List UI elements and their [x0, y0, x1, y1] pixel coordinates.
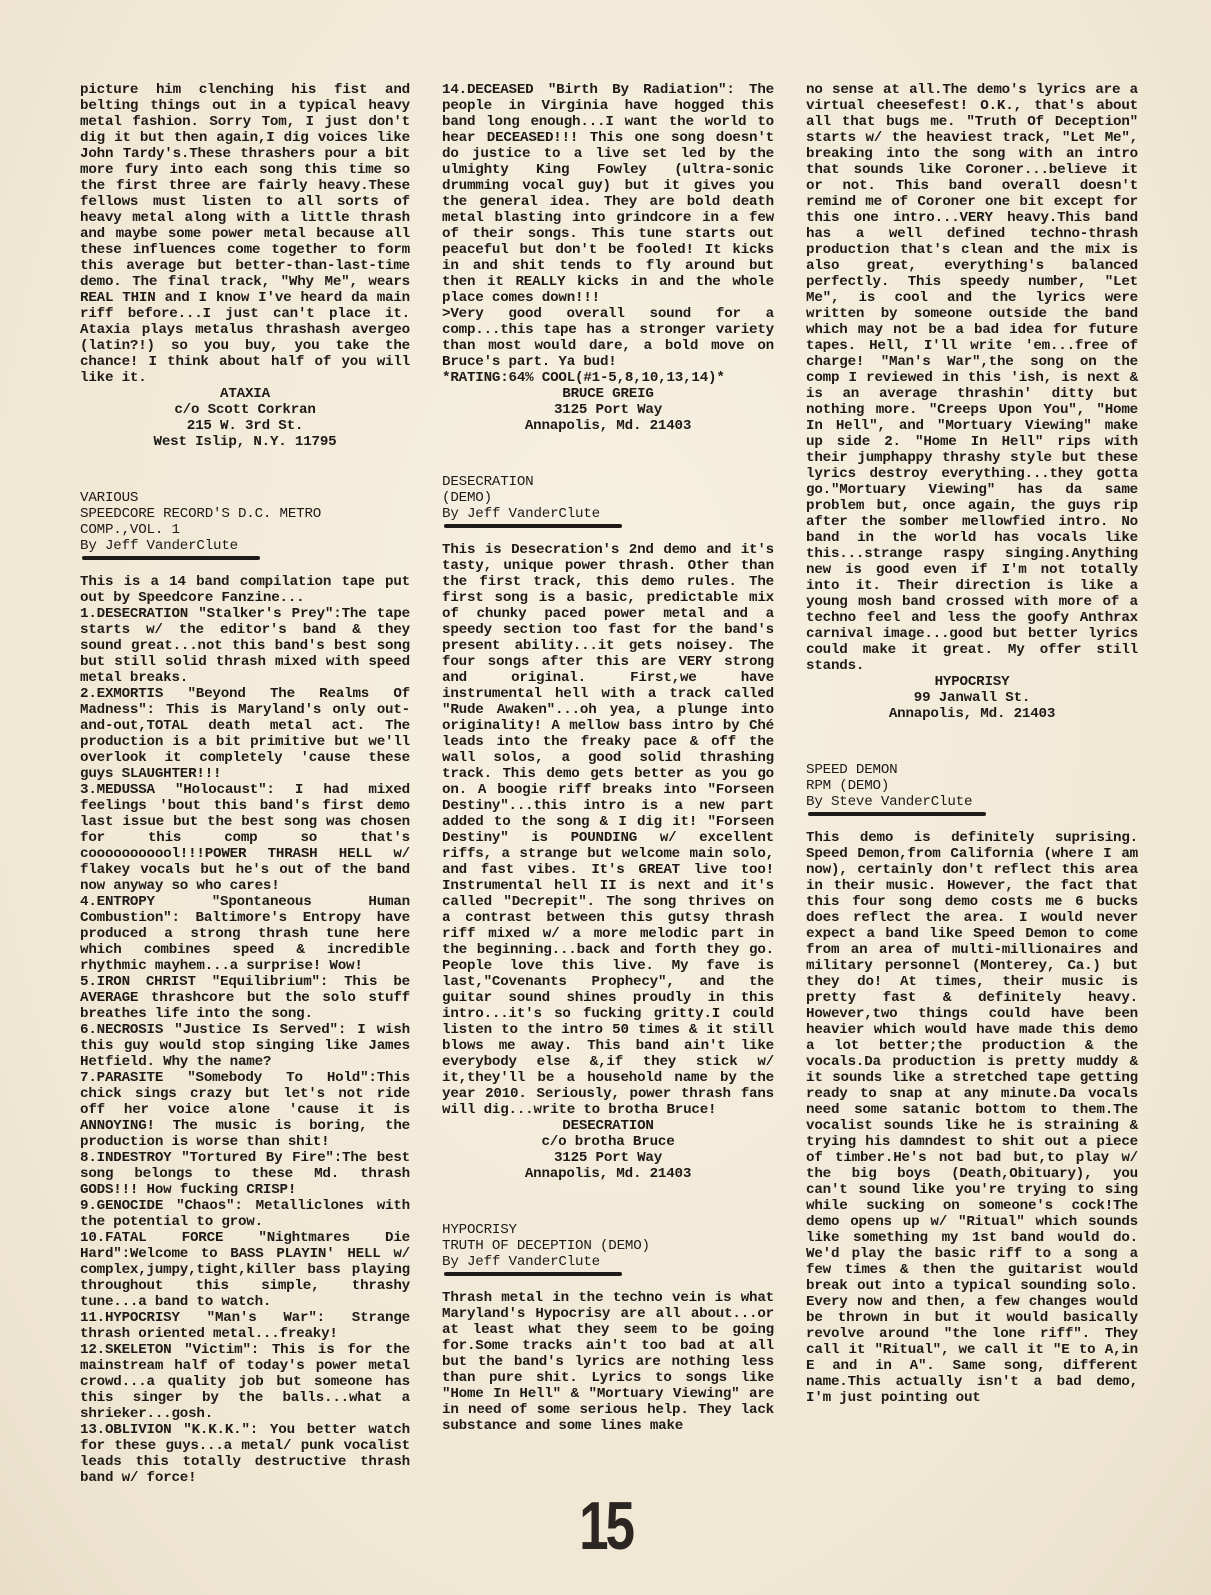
desecration-address: DESECRATION c/o brotha Bruce 3125 Port Way Annapolis, Md. 21403 [524, 1118, 692, 1182]
byline-rule [444, 524, 622, 528]
review-title-line: HYPOCRISY [442, 1222, 517, 1238]
various-review-body: This is a 14 band compilation tape put out by Speedcore Fanzine... 1.DESECRATION "Stalker's Prey":The tape starts w/ the editor's band & they sound great...not this band's best song but still solid thrash mixed with speed metal breaks. 2.EXMORTIS "Beyond The Realms Of Madness": This is Maryland's only out-and-out,TOTAL death metal act. The production is a bit primitive but we'll overlook it completely 'cause these guys SLAUGHTER!!! 3.MEDUSSA "Holocaust": I had mixed feelings 'bout this band's first demo last issue but the best song was chosen for this comp so that's cooooooooool!!!POWER THRASH HELL w/ flakey vocals but he's out of the band now anyway so who cares! 4.ENTROPY "Spontaneous Human Combustion": Baltimore's Entropy have produced a strong thrash tune here which combines speed & incredible rhythmic mayhem...a surprise! Wow! 5.IRON CHRIST "Equilibrium": This be AVERAGE thrashcore but the solo stuff breathes life into the song. 6.NECROSIS "Justice Is Served": I wish this guy would stop singing like James Hetfield. Why the name? 7.PARASITE "Somebody To Hold":This chick sings crazy but let's not ride off her voice alone 'cause it is ANNOYING! The music is boring, the production is worse than shit! 8.INDESTROY "Tortured By Fire":The best song belongs to these Md. thrash GODS!!! How fucking CRISP! 9.GENOCIDE "Chaos": Metalliclones with the potential to grow. 10.FATAL FORCE "Nightmares Die Hard":Welcome to BASS PLAYIN' HELL w/ complex,jumpy,tight,killer bass playing throughout this simple, thrashy tune...a band to watch. 11.HYPOCRISY "Man's War": Strange thrash oriented metal...freaky! 12.SKELETON "Victim": This is for the mainstream half of today's power metal crowd...a quality job but someone has this singer by the balls...what a shrieker...gosh. 13.OBLIVION "K.K.K.": You better watch for these guys...a metal/ punk vocalist leads this totally destructive thrash band w/ force! [80, 574, 410, 1486]
review-byline: By Jeff VanderClute [442, 506, 600, 522]
ataxia-address: ATAXIA c/o Scott Corkran 215 W. 3rd St. West Islip, N.Y. 11795 [153, 386, 337, 450]
page-number: 15 [579, 1488, 632, 1564]
speed-demon-review-body: This demo is definitely suprising. Speed Demon,from California (where I am now), certainly don't reflect this area in their music. However, the fact that this four song demo costs me 6 bucks does reflect the area. I would never expect a band like Speed Demon to come from an area of multi-millionaires and military personnel (Monterey, Ca.) but they do! At times, their music is pretty fast & definitely heavy. However,two things could have been heavier which would have made this demo a lot better;the production & the vocals.Da production is pretty muddy & it sounds like a stretched tape getting ready to snap at any minute.Da vocals need some satanic bottom to them.The vocalist sounds like he is straining & trying his damndest to shit out a piece of timber.He's not bad but,to play w/ the big boys (Death,Obituary), you can't sound like you're trying to sing while sucking on someone's cock!The demo opens up w/ "Ritual" which sounds like something my 1st band would do. We'd play the basic riff to a song a few times & then the guitarist would break out into a typical sounding solo. Every now and then, a few changes would be thrown in but it would basically revolve around "the lone riff". They call it "Ritual", we call it "E to A,in E and in A". Same song, different name.This actually isn't a bad demo, I'm just pointing out [806, 830, 1138, 1406]
review-title-line: (DEMO) [442, 490, 492, 506]
hypocrisy-address: HYPOCRISY 99 Janwall St. Annapolis, Md. 21403 [888, 674, 1056, 722]
review-title-line: VARIOUS [80, 490, 139, 506]
byline-rule [808, 812, 986, 816]
review-title-line: TRUTH OF DECEPTION (DEMO) [442, 1238, 650, 1254]
hypocrisy-review-heading [442, 1222, 774, 1270]
desecration-review-heading [442, 474, 774, 522]
review-title-line: COMP.,VOL. 1 [80, 522, 180, 538]
review-title-line: SPEED DEMON [806, 762, 898, 778]
hypocrisy-review-ending: no sense at all.The demo's lyrics are a virtual cheesefest! O.K., that's about all that bugs me. "Truth Of Deception" starts w/ the heaviest track, "Let Me", breaking into the song with an intro that sounds like Coroner...believe it or not. This band overall doesn't remind me of Coroner one bit except for this one intro...VERY heavy.This band has a well defined techno-thrash production that's clean and the mix is also great, everything's balanced perfectly. This speedy number, "Let Me", is cool and the lyrics were written by someone outside the band which may not be a bad idea for future tapes. Hell, I'll write 'em...free of charge! "Man's War",the song on the comp I reviewed in this 'ish, is next & is an average thrashin' ditty but nothing more. "Creeps Upon You", "Home In Hell", and "Mortuary Viewing" make up side 2. "Home In Hell" rips with their jumphappy thrashy style but these lyrics destroy everything...they gotta go."Mortuary Viewing" has da same problem but, once again, the guys rip after the somber mellowfied intro. No band in the world has vocals like this...strange raspy singing.Anything new is good even if I'm not totally into it. Their direction is like a young mosh band crossed with more of a techno feel and less the goofy Anthrax carnival image...good but better lyrics could make it great. My offer still stands. [806, 82, 1138, 674]
hypocrisy-review-body: Thrash metal in the techno vein is what Maryland's Hypocrisy are all about...or at least what they seem to be going for.Some tracks ain't too bad at all but the band's lyrics are nothing less than pure shit. Lyrics to songs like "Home In Hell" & "Mortuary Viewing" are in need of some serious help. They lack substance and some lines make [442, 1290, 774, 1434]
review-title-line: RPM (DEMO) [806, 778, 890, 794]
byline-rule [82, 556, 260, 560]
comp-review-ending: 14.DECEASED "Birth By Radiation": The people in Virginia have hogged this band long enough...I want the world to hear DECEASED!!! This one song doesn't do justice to a live set led by the ulmighty King Fowley (ultra-sonic drumming vocal guy) but it gives you the general idea. They are bold death metal blasting into grindcore in a few of their songs. This tune starts out peaceful but don't be fooled! It kicks in and shit tends to fly around but then it REALLY kicks in and the whole place comes down!!! >Very good overall sound for a comp...this tape has a stronger variety than most would dare, a bold move on Bruce's part. Ya bud! *RATING:64% COOL(#1-5,8,10,13,14)* [442, 82, 774, 386]
review-byline: By Steve VanderClute [806, 794, 973, 810]
desecration-review-body: This is Desecration's 2nd demo and it's tasty, unique power thrash. Other than the first track, this demo rules. The first song is a basic, predictable mix of chunky paced power metal and a speedy section too fast for the band's present ability...it gets noisey. The four songs after this are VERY strong and original. First,we have instrumental hell with a track called "Rude Awaken"...oh yea, a plunge into originality! A mellow bass intro by Ché leads into the freaky pace & off the wall solos, a good solid thrashing track. This demo gets better as you go on. A boogie riff breaks into "Forseen Destiny"...this intro is a new part added to the song & I dig it! "Forseen Destiny" is POUNDING w/ excellent riffs, a strange but welcome main solo, and fast vibes. It's GREAT live too! Instrumental hell II is next and it's called "Decrepit". The song thrives on a contrast between this gutsy thrash riff mixed w/ a more melodic part in the beginning...back and forth they go. People love this live. My fave is last,"Covenants Prophecy", and the guitar sound shines proudly in this intro...it's so fucking gritty.I could listen to the intro 50 times & it still blows me away. This band ain't like everybody else &,if they stick w/ it,they'll be a household name by the year 2010. Seriously, power thrash fans will dig...write to brotha Bruce! [442, 542, 774, 1118]
column-2 [442, 82, 774, 1434]
speed-demon-review-heading [806, 762, 1138, 810]
review-byline: By Jeff VanderClute [442, 1254, 600, 1270]
column-3 [806, 82, 1138, 1406]
ataxia-review-ending: picture him clenching his fist and belting things out in a typical heavy metal fashion. Sorry Tom, I just don't dig it but then again,I dig voices like John Tardy's.These thrashers pour a bit more fury into each song this time so the first three are fairly heavy.These fellows must listen to all sorts of heavy metal along with a little thrash and maybe some power metal because all these influences come together to form this average but better-than-last-time demo. The final track, "Why Me", wears REAL THIN and I know I've heard da main riff before...I just can't place it. Ataxia plays metalus thrashash avergeo (latin?!) so you buy, you take the chance! I think about half of you will like it. [80, 82, 410, 386]
review-byline: By Jeff VanderClute [80, 538, 238, 554]
various-review-heading [80, 490, 410, 554]
column-1 [80, 82, 410, 1486]
review-title-line: DESECRATION [442, 474, 534, 490]
review-title-line: SPEEDCORE RECORD'S D.C. METRO [80, 506, 322, 522]
byline-rule [444, 1272, 622, 1276]
speedcore-address: BRUCE GREIG 3125 Port Way Annapolis, Md. 21403 [524, 386, 692, 434]
